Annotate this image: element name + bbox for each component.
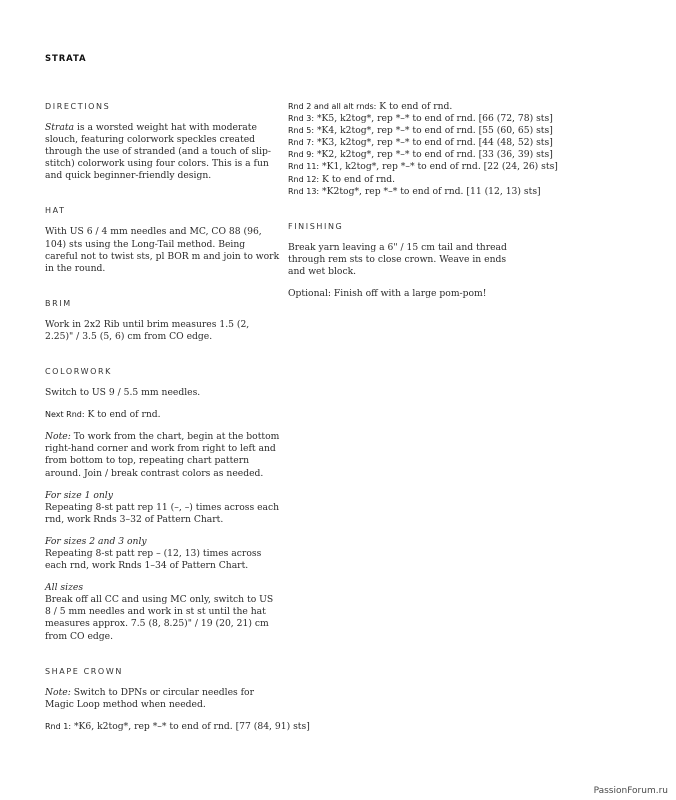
crown-round-text: K to end of rnd.	[319, 173, 396, 185]
crown-round-text: *K2tog*, rep *–* to end of rnd. [11 (12, 13) sts]	[319, 185, 541, 197]
all-sizes-text: Break off all CC and using MC only, switch to US 8 / 5 mm needles and work in st st until the hat measures approx. 7.5 (8, 8.25)" / 19 (20, 21) cm from CO edge.	[45, 594, 274, 642]
next-rnd-text: K to end of rnd.	[84, 409, 161, 421]
hat-heading: HAT	[45, 206, 66, 216]
colorwork-note-text: To work from the chart, begin at the bottom right-hand corner and work from right to left and from bottom to top, repeating chart pattern around. Join / break contrast colors as needed.	[45, 431, 280, 479]
crown-round-text: K to end of rnd.	[376, 101, 453, 112]
shape-crown-note-text: Switch to DPNs or circular needles for Magic Loop method when needed.	[45, 686, 254, 710]
crown-round-label: Rnd 12:	[288, 174, 320, 184]
crown-round	[288, 113, 553, 125]
hat-body: With US 6 / 4 mm needles and MC, CO 88 (96, 104) sts using the Long-Tail method. Being careful not to twist sts, pl BOR m and join to work in the round.	[45, 226, 280, 274]
crown-round	[288, 137, 553, 149]
next-rnd-label: Next Rnd:	[45, 410, 85, 420]
directions-paragraph	[45, 122, 280, 182]
watermark: PassionForum.ru	[593, 786, 668, 796]
shape-crown-heading: SHAPE CROWN	[45, 666, 123, 676]
shape-crown-note	[45, 687, 280, 711]
rnd-1-text: *K6, k2tog*, rep *–* to end of rnd. [77 (84, 91) sts]	[71, 720, 310, 732]
crown-round-text: *K5, k2tog*, rep *–* to end of rnd. [66 (72, 78) sts]	[314, 113, 553, 125]
finishing-optional: Optional: Finish off with a large pom-pom!	[288, 288, 487, 300]
rnd-1-label: Rnd 1:	[45, 721, 72, 731]
crown-round-label: Rnd 13:	[288, 186, 320, 196]
brim-heading: BRIM	[45, 298, 72, 308]
page-title: STRATA	[45, 54, 87, 64]
all-sizes-label-text: All sizes	[45, 582, 84, 594]
size1-label-text: For size 1 only	[45, 489, 113, 501]
brim-body: Work in 2x2 Rib until brim measures 1.5 (2, 2.25)" / 3.5 (5, 6) cm from CO edge.	[45, 318, 250, 342]
crown-round-text: *K3, k2tog*, rep *–* to end of rnd. [44 (48, 52) sts]	[314, 137, 553, 149]
all-sizes-label	[45, 582, 280, 594]
right-column	[288, 101, 558, 300]
crown-round	[288, 149, 553, 161]
crown-round	[288, 161, 558, 173]
finishing-body: Break yarn leaving a 6" / 15 cm tail and thread through rem sts to close crown. Weave in ends and wet block.	[288, 241, 507, 277]
strata-italic: Strata	[45, 122, 75, 133]
colorwork-note	[45, 431, 280, 479]
crown-round-label: Rnd 2 and all alt rnds:	[288, 102, 377, 111]
crown-round-label: Rnd 9:	[288, 150, 315, 160]
directions-body: is a worsted weight hat with moderate slouch, featuring colorwork speckles created through the use of stranded (and a touch of slip-stitch) colorwork using four colors. This is a fun and quick beginner-friendly design.	[45, 122, 272, 182]
crown-round	[288, 101, 526, 113]
size1-text: Repeating 8-st patt rep 11 (–, –) times across each rnd, work Rnds 3–32 of Pattern Chart.	[45, 501, 280, 525]
crown-round-label: Rnd 7:	[288, 138, 315, 148]
size23-label	[45, 536, 280, 548]
crown-round-label: Rnd 3:	[288, 114, 315, 124]
crown-round-text: *K1, k2tog*, rep *–* to end of rnd. [22 (24, 26) sts]	[319, 161, 558, 173]
crown-round-label: Rnd 11:	[288, 162, 320, 172]
crown-round	[288, 174, 526, 186]
size23-text: Repeating 8-st patt rep – (12, 13) times across each rnd, work Rnds 1–34 of Pattern Chart.	[45, 547, 262, 572]
colorwork-note-label: Note:	[45, 431, 71, 443]
colorwork-switch: Switch to US 9 / 5.5 mm needles.	[45, 387, 201, 399]
directions-heading: DIRECTIONS	[45, 102, 111, 111]
next-rnd	[45, 409, 280, 421]
shape-crown-note-label: Note:	[45, 686, 71, 698]
crown-round-label: Rnd 5:	[288, 126, 315, 136]
size1-label	[45, 490, 280, 502]
rnd-1	[45, 720, 310, 733]
crown-round	[288, 185, 541, 198]
crown-round-text: *K2, k2tog*, rep *–* to end of rnd. [33 (36, 39) sts]	[314, 149, 553, 161]
crown-round-text: *K4, k2tog*, rep *–* to end of rnd. [55 (60, 65) sts]	[314, 125, 553, 137]
crown-round	[288, 125, 553, 137]
size23-label-text: For sizes 2 and 3 only	[45, 535, 147, 547]
finishing-heading: FINISHING	[288, 221, 344, 231]
colorwork-heading: COLORWORK	[45, 367, 112, 377]
